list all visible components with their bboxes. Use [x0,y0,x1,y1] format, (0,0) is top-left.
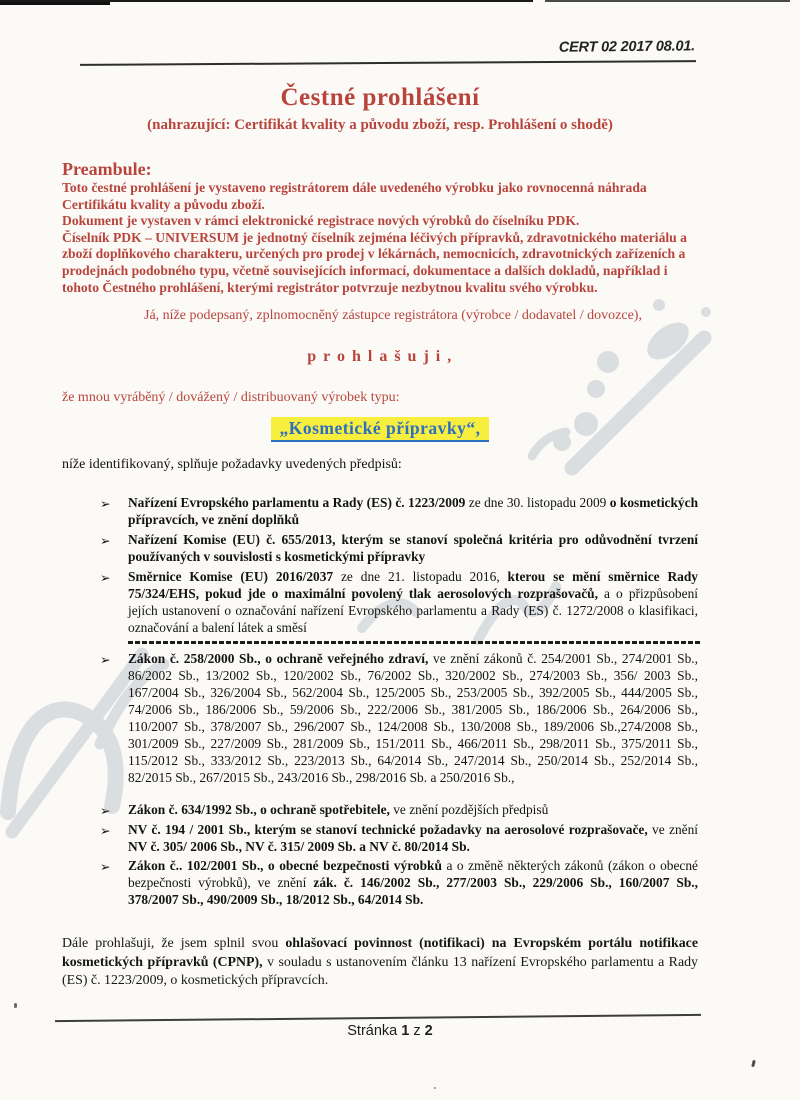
preamble-paragraph: Číselník PDK – UNIVERSUM je jednotný číselník zejména léčivých přípravků, zdravotnického materiálu a zboží doplňkového charakteru, určených pro prodej v lékárnách, nemocnicích, zdravotnických zařízeních a prodejnách podobného typu, včetně souvisejících informací, dokumentace a dalších dokladů, například i tohoto Čestného prohlášení, kterými registrátor potvrzuje nezbytnou kvalitu svého výrobku. [62,229,687,295]
list-item-text: Nařízení Komise (EU) č. 655/2013, kterým se stanoví společná kritéria pro odůvodnění tvrzení používaných v souvislosti s kosmetickými přípravky [128,531,698,564]
product-type-highlight: „Kosmetické přípravky“, [271,417,488,442]
preamble-paragraph: Toto čestné prohlášení je vystaveno registrátorem dále uvedeného výrobku jako rovnocenná náhrada Certifikátu kvality a původu zboží. [62,180,647,212]
list-bullet-icon: ➢ [100,823,111,838]
list-bullet-icon: ➢ [100,533,111,548]
document-body [62,84,698,1005]
list-item-text: Zákon č. 634/1992 Sb., o ochraně spotřebitele, ve znění pozdějších předpisů [128,801,549,817]
list-bullet-icon: ➢ [100,803,111,818]
list-item [100,495,698,529]
scan-speck [434,1087,436,1089]
page-subtitle: (nahrazující: Certifikát kvality a původu zboží, resp. Prohlášení o shodě) [147,117,613,133]
scan-edge-artifact [545,0,790,2]
page-number: Stránka 1 z 2 [347,1023,433,1039]
scan-edge-artifact [0,0,533,2]
list-bullet-icon: ➢ [100,653,111,668]
page-title: Čestné prohlášení [280,84,480,111]
declaration-verb: p r o h l a š u j i , [307,348,453,366]
preamble-heading: Preambule: [62,159,152,179]
list-item-text: Nařízení Evropského parlamentu a Rady (ES) č. 1223/2009 ze dne 30. listopadu 2009 o kosmetických přípravcích, ve znění doplňků [128,495,699,528]
list-item-text: Zákon č.. 102/2001 Sb., o obecné bezpečnosti výrobků a o změně některých zákonů (zákon o obecné bezpečnosti výrobků), ve znění zák. č. 146/2002 Sb., 277/2003 Sb., 229/2006 Sb., 160/2007 Sb., 378/2007 Sb., 490/2009 Sb., 18/2012 Sb., 64/2014 Sb. [128,858,698,908]
product-intro-line: že mnou vyráběný / dovážený / distribuovaný výrobek typu: [62,390,400,406]
list-item [100,651,698,786]
product-type-line [62,418,698,439]
list-item [100,802,698,819]
list-item-text: Směrnice Komise (EU) 2016/2037 ze dne 21. listopadu 2016, kterou se mění směrnice Rady 75/324/EHS, pokud jde o maximální povolený tlak aerosolových rozprašovačů, a o přizpůsobení jejích ustanovení o označování nařízení Evropského parlamentu a Rady (ES) č. 1272/2008 o klasifikaci, označování a balení látek a směsí [128,568,698,635]
list-item [100,858,698,909]
closing-paragraph: Dále prohlašuji, že jsem splnil svou ohlašovací povinnost (notifikaci) na Evropském portálu notifikace kosmetických přípravků (CPNP), v souladu s ustanovením článku 13 nařízení Evropského parlamentu a Rady (ES) č. 1223/2009, o kosmetických přípravcích. [62,936,699,989]
list-item-text: NV č. 194 / 2001 Sb., kterým se stanoví technické požadavky na aerosolové rozprašovače, ve znění NV č. 305/ 2006 Sb., NV č. 315/ 2009 Sb. a NV č. 80/2014 Sb. [128,821,698,854]
list-item-text: Zákon č. 258/2000 Sb., o ochraně veřejného zdraví, ve znění zákonů č. 254/2001 Sb., 274/2001 Sb., 86/2002 Sb., 13/2002 Sb., 120/2002 Sb., 76/2002 Sb., 320/2002 Sb., 274/2003 Sb., 356/ 2003 Sb., 167/2004 Sb., 326/2004 Sb., 562/2004 Sb., 125/2005 Sb., 253/2005 Sb., 392/2005 Sb., 444/2005 Sb., 74/2006 Sb., 186/2006 Sb., 59/2006 Sb., 222/2006 Sb., 381/2005 Sb., 186/2006 Sb., 264/2006 Sb., 110/2007 Sb., 378/2007 Sb., 296/2007 Sb., 124/2008 Sb., 130/2008 Sb., 189/2006 Sb.,274/2008 Sb., 301/2009 Sb., 227/2009 Sb., 281/2009 Sb., 151/2011 Sb., 466/2011 Sb., 298/2011 Sb., 375/2011 Sb., 115/2012 Sb., 333/2012 Sb., 223/2013 Sb., 64/2014 Sb., 247/2014 Sb., 250/2014 Sb., 252/2014 Sb., 82/2015 Sb., 267/2015 Sb., 243/2016 Sb., 298/2016 Sb. a 250/2016 Sb., [128,651,698,785]
scan-speck [14,1003,17,1008]
regulation-list [62,495,698,909]
list-bullet-icon: ➢ [100,497,111,512]
dashed-separator [128,641,700,644]
compliance-line: níže identifikovaný, splňuje požadavky uvedených předpisů: [62,457,402,473]
list-bullet-icon: ➢ [100,860,111,875]
list-item [100,822,698,856]
laws-primary-group [62,651,698,786]
list-item [100,569,698,637]
list-group-gap [62,790,698,802]
preamble-paragraph: Dokument je vystaven v rámci elektronické registrace nových výrobků do číselníku PDK. [62,213,580,229]
eu-regulations-group [62,495,698,636]
laws-secondary-group [62,802,698,910]
document-code: CERT 02 2017 08.01. [558,38,696,56]
declaration-intro: Já, níže podepsaný, zplnomocněný zástupce registrátora (výrobce / dodavatel / dovozce), [144,308,642,324]
list-bullet-icon: ➢ [100,570,111,585]
list-item [100,532,698,566]
